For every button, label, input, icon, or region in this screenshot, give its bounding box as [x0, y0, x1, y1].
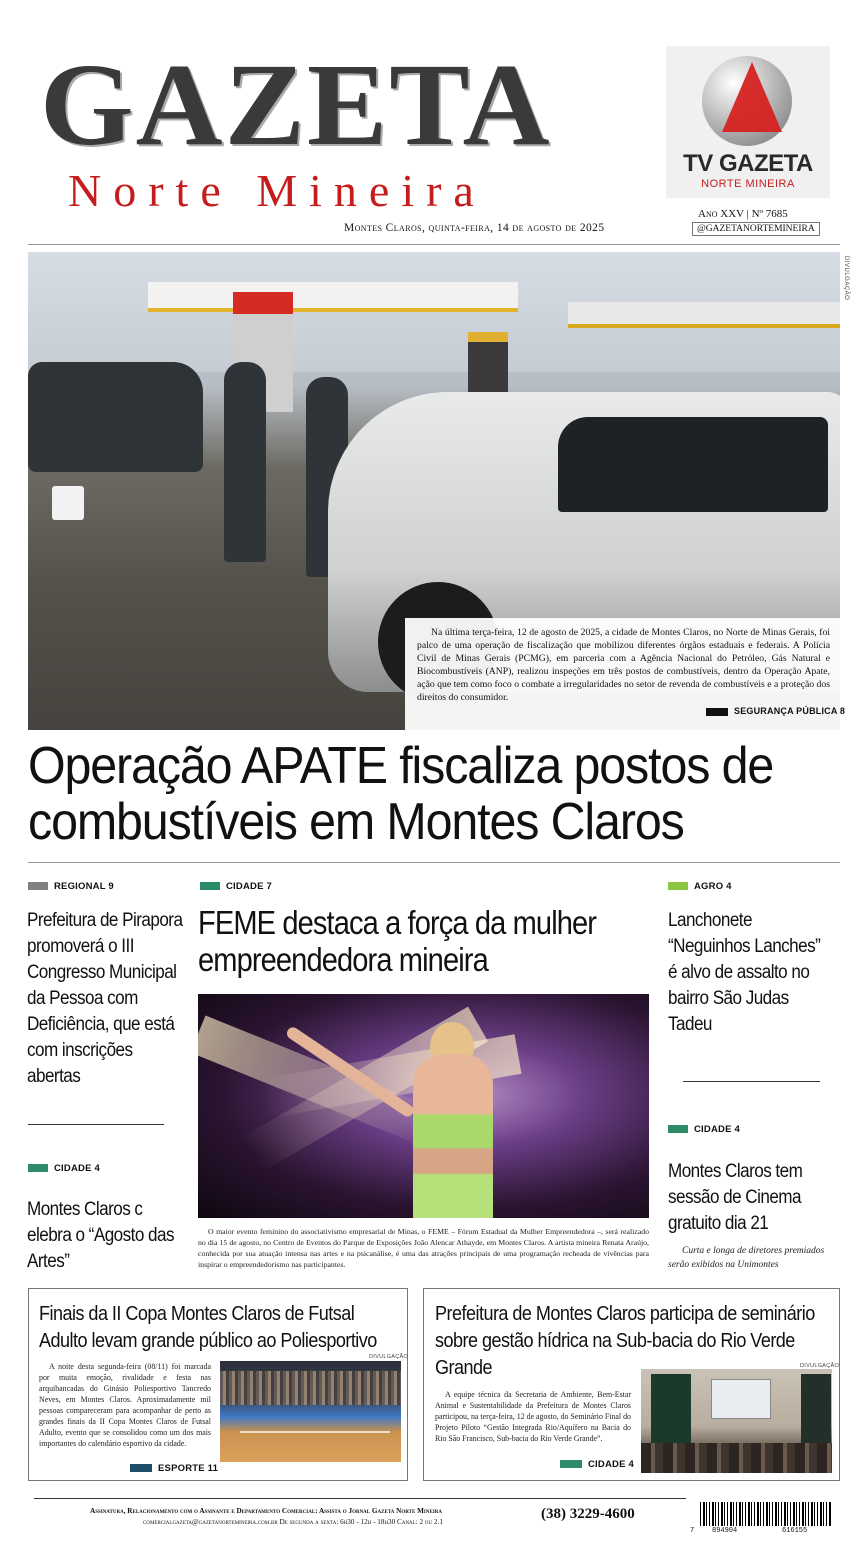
photo-credit: DIVULGAÇÃO	[800, 1363, 840, 1369]
photo-credit: DIVULGAÇÃO	[843, 256, 849, 301]
tag-label: CIDADE 4	[54, 1163, 100, 1174]
tag-label: CIDADE 4	[588, 1459, 634, 1470]
section-tag-seguranca[interactable]	[706, 706, 845, 716]
tag-label: AGRO 4	[694, 881, 732, 892]
newspaper-logo[interactable]: GAZETA	[40, 39, 552, 170]
barcode-digit: 7	[690, 1527, 695, 1535]
divider	[683, 1081, 820, 1082]
section-tag-agro[interactable]	[668, 881, 732, 892]
barcode	[700, 1502, 832, 1526]
story-title-feme[interactable]: FEME destaca a força da mulher empreendedora mineira	[198, 904, 597, 978]
tag-bar	[668, 1125, 688, 1133]
tag-bar	[668, 882, 688, 890]
barcode-digit: 616155	[782, 1527, 808, 1535]
story-title-cinema[interactable]: Montes Claros tem sessão de Cinema gratuito dia 21	[668, 1161, 803, 1234]
section-tag-cidade[interactable]	[28, 1163, 100, 1174]
story-text-futsal: A noite desta segunda-feira (08/11) foi marcada por muita emoção, rivalidade e festa nas arquibancadas do Ginásio Poliesportivo Tancredo Neves, em Montes Claros. Aproximadamente mil pessoas compareceram para acompanhar de perto as grandes finais da II Copa Montes Claros de Futsal Adulto, evento que se consolidou como um dos mais importantes do calendário esportivo da cidade.	[39, 1362, 211, 1448]
tag-bar	[200, 882, 220, 890]
newspaper-logo-subtitle: Norte Mineira	[68, 165, 486, 216]
seminar-photo	[641, 1369, 832, 1473]
tv-logo-subtitle: NORTE MINEIRA	[701, 178, 795, 190]
tag-label: SEGURANÇA PÚBLICA 8	[734, 706, 846, 716]
tag-bar	[560, 1460, 582, 1468]
feme-caption: O maior evento feminino do associativismo empresarial de Minas, o FEME – Fórum Estadual da Mulher Empreendedora –, será realizado no dia 15 de agosto, no Centro de Eventos do Parque de Exposições João Alencar Athayde, em Montes Claros. A artista mineira Renata Araújo, conhecida por sua atuação intensa nas artes e na psicanálise, é uma das atrações principais de uma programação recheada de vivências para inspirar o empreendedorismo nas participantes.	[198, 1227, 649, 1269]
hero-caption: Na última terça-feira, 12 de agosto de 2025, a cidade de Montes Claros, no Norte de Minas Gerais, foi palco de uma operação de fiscalização que mobilizou diferentes órgãos estaduais e federais. A Polícia Civil de Minas Gerais (PCMG), em parceria com a Agência Nacional do Petróleo, Gás Natural e Biocombustíveis (ANP), realizou inspeções em três postos de combustíveis, dentro da Operação Apate, ação que tem como foco o combate a irregularidades no setor de revenda de combustíveis e a proteção dos direitos do consumidor.	[417, 627, 830, 703]
tag-bar	[28, 882, 48, 890]
divider	[28, 862, 840, 863]
tv-logo-name: TV GAZETA	[683, 150, 813, 177]
story-title-seminario[interactable]: Prefeitura de Montes Claros participa de seminário sobre gestão hídrica na Sub-bacia do Rio Verde Grande	[435, 1302, 815, 1379]
divider	[28, 1124, 164, 1125]
section-tag-cidade[interactable]	[200, 881, 272, 892]
section-tag-regional[interactable]	[28, 881, 114, 892]
story-title-pirapora[interactable]: Prefeitura de Pirapora promoverá o III Congresso Municipal da Pessoa com Deficiência, que está com inscrições abertas	[27, 910, 183, 1087]
footer-email-line[interactable]: comercialgazeta@gazetanortemineira.com.br De segunda a sexta: 6h30 - 12h - 18h30 Canal: 2 ou 2.1	[143, 1518, 443, 1526]
dateline: Montes Claros, quinta-feira, 14 de agosto de 2025	[344, 222, 605, 234]
tag-label: ESPORTE 11	[158, 1463, 219, 1474]
headline-line: Operação APATE fiscaliza postos de	[28, 737, 774, 795]
triangle-icon	[722, 62, 782, 132]
tag-label: CIDADE 7	[226, 881, 272, 892]
divider	[34, 1498, 686, 1499]
feme-photo	[198, 994, 649, 1218]
story-note-cinema: Curta e longa de diretores premiados serão exibidos na Unimontes	[668, 1246, 825, 1270]
masthead	[0, 0, 867, 245]
section-tag-cidade[interactable]	[668, 1124, 740, 1135]
section-tag-esporte[interactable]	[130, 1463, 218, 1474]
tag-bar	[706, 708, 728, 716]
footer-contact-line: Assinatura, Relacionamento com o Assinante e Departamento Comercial: Assista o Jornal Gazeta Norte Mineira	[90, 1507, 442, 1515]
tag-label: REGIONAL 9	[54, 881, 114, 892]
edition-number: Ano XXV | Nº 7685	[698, 208, 788, 220]
story-title-futsal[interactable]: Finais da II Copa Montes Claros de Futsal Adulto levam grande público ao Poliesportivo	[39, 1302, 377, 1352]
main-headline[interactable]	[28, 738, 783, 850]
tag-bar	[130, 1464, 152, 1472]
story-text-seminario: A equipe técnica da Secretaria de Ambiente, Bem-Estar Animal e Sustentabilidade da Prefeitura de Montes Claros participou, na terça-feira, 12 de agosto, do Seminário Final do Projeto Piloto “Gestão Integrada Rio/Aquífero na Bacia do Rio São Francisco, Sub-bacia do Rio Verde Grande”.	[435, 1390, 631, 1443]
story-title-agosto-artes[interactable]: Montes Claros c elebra o “Agosto das Artes”	[27, 1199, 175, 1272]
tag-label: CIDADE 4	[694, 1124, 740, 1135]
story-title-lanchonete[interactable]: Lanchonete “Neguinhos Lanches” é alvo de assalto no bairro São Judas Tadeu	[668, 910, 821, 1035]
tag-bar	[28, 1164, 48, 1172]
footer-phone[interactable]: (38) 3229-4600	[541, 1506, 635, 1522]
headline-line: combustíveis em Montes Claros	[28, 793, 684, 851]
social-handle[interactable]: @GAZETANORTEMINEIRA	[692, 222, 820, 236]
photo-credit: DIVULGAÇÃO	[369, 1354, 409, 1360]
tv-gazeta-logo[interactable]	[666, 46, 830, 198]
futsal-photo	[220, 1361, 401, 1462]
divider	[28, 244, 840, 245]
section-tag-cidade[interactable]	[560, 1459, 634, 1470]
barcode-digit: 894904	[712, 1527, 738, 1535]
